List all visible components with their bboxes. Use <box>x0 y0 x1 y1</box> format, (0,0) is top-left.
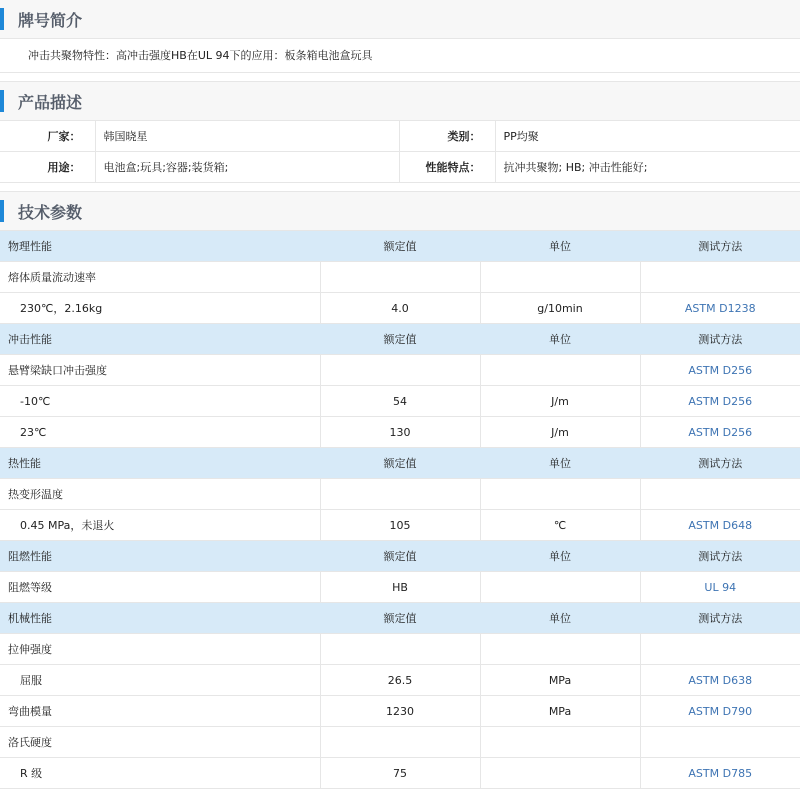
test-method-cell[interactable]: ASTM D256 <box>640 355 800 386</box>
test-method-cell: 测试方法 <box>640 324 800 355</box>
unit-cell <box>480 355 640 386</box>
table-row <box>0 727 800 758</box>
table-row <box>0 355 800 386</box>
table-group-header-row <box>0 448 800 479</box>
unit-cell <box>480 758 640 789</box>
section-title: 牌号简介 <box>18 10 83 30</box>
brand-intro-header <box>0 0 800 39</box>
property-name-cell: 0.45 MPa，未退火 <box>0 510 320 541</box>
desc-value: 韩国晓星 <box>95 121 399 152</box>
table-row <box>0 572 800 603</box>
rated-value-cell: 105 <box>320 510 480 541</box>
brand-intro-text: 冲击共聚物特性：高冲击强度HB在UL 94下的应用：板条箱电池盒玩具 <box>0 39 800 73</box>
property-name-cell: 热性能 <box>0 448 320 479</box>
property-name-cell: 洛氏硬度 <box>0 727 320 758</box>
rated-value-cell: 额定值 <box>320 448 480 479</box>
desc-value: 电池盒;玩具;容器;装货箱; <box>95 152 399 183</box>
table-row <box>0 262 800 293</box>
test-method-cell: 测试方法 <box>640 448 800 479</box>
property-name-cell: 物理性能 <box>0 231 320 262</box>
rated-value-cell: 额定值 <box>320 324 480 355</box>
desc-key: 用途： <box>0 152 95 183</box>
table-row <box>0 665 800 696</box>
unit-cell: g/10min <box>480 293 640 324</box>
section-accent-bar <box>0 90 4 112</box>
test-method-cell <box>640 727 800 758</box>
desc-key: 厂家： <box>0 121 95 152</box>
table-group-header-row <box>0 541 800 572</box>
desc-row <box>0 152 800 183</box>
product-desc-section <box>0 81 800 183</box>
unit-cell: 单位 <box>480 324 640 355</box>
table-group-header-row <box>0 603 800 634</box>
unit-cell: J/m <box>480 386 640 417</box>
test-method-cell[interactable]: ASTM D790 <box>640 696 800 727</box>
section-accent-bar <box>0 200 4 222</box>
property-name-cell: 230℃，2.16kg <box>0 293 320 324</box>
table-row <box>0 758 800 789</box>
tech-params-section <box>0 191 800 789</box>
desc-key: 性能特点： <box>399 152 495 183</box>
property-name-cell: 拉伸强度 <box>0 634 320 665</box>
property-name-cell: 熔体质量流动速率 <box>0 262 320 293</box>
rated-value-cell: 130 <box>320 417 480 448</box>
unit-cell <box>480 572 640 603</box>
property-name-cell: R 级 <box>0 758 320 789</box>
test-method-cell[interactable]: ASTM D785 <box>640 758 800 789</box>
unit-cell: MPa <box>480 665 640 696</box>
test-method-cell: 测试方法 <box>640 231 800 262</box>
test-method-cell[interactable]: ASTM D256 <box>640 417 800 448</box>
table-group-header-row <box>0 324 800 355</box>
rated-value-cell: 额定值 <box>320 541 480 572</box>
unit-cell: ℃ <box>480 510 640 541</box>
property-name-cell: 阻燃性能 <box>0 541 320 572</box>
product-desc-table <box>0 121 800 183</box>
property-name-cell: 热变形温度 <box>0 479 320 510</box>
test-method-cell[interactable]: ASTM D648 <box>640 510 800 541</box>
section-title: 产品描述 <box>18 92 83 112</box>
rated-value-cell: 26.5 <box>320 665 480 696</box>
rated-value-cell: 额定值 <box>320 231 480 262</box>
rated-value-cell: 1230 <box>320 696 480 727</box>
rated-value-cell: 4.0 <box>320 293 480 324</box>
rated-value-cell: 额定值 <box>320 603 480 634</box>
rated-value-cell <box>320 355 480 386</box>
rated-value-cell: HB <box>320 572 480 603</box>
property-name-cell: 冲击性能 <box>0 324 320 355</box>
brand-intro-section <box>0 0 800 73</box>
table-row <box>0 479 800 510</box>
unit-cell: 单位 <box>480 448 640 479</box>
test-method-cell <box>640 479 800 510</box>
property-name-cell: 23℃ <box>0 417 320 448</box>
property-name-cell: 阻燃等级 <box>0 572 320 603</box>
test-method-cell: 测试方法 <box>640 603 800 634</box>
property-name-cell: -10℃ <box>0 386 320 417</box>
section-accent-bar <box>0 8 4 30</box>
rated-value-cell: 75 <box>320 758 480 789</box>
unit-cell <box>480 479 640 510</box>
property-name-cell: 弯曲模量 <box>0 696 320 727</box>
tech-params-header <box>0 191 800 231</box>
test-method-cell[interactable]: ASTM D1238 <box>640 293 800 324</box>
property-name-cell: 屈服 <box>0 665 320 696</box>
rated-value-cell <box>320 634 480 665</box>
tech-params-table <box>0 231 800 789</box>
unit-cell: 单位 <box>480 541 640 572</box>
test-method-cell[interactable]: UL 94 <box>640 572 800 603</box>
table-row <box>0 634 800 665</box>
product-desc-header <box>0 81 800 121</box>
rated-value-cell <box>320 479 480 510</box>
desc-value: PP均聚 <box>495 121 800 152</box>
table-group-header-row <box>0 231 800 262</box>
table-row <box>0 510 800 541</box>
unit-cell <box>480 262 640 293</box>
table-row <box>0 293 800 324</box>
rated-value-cell <box>320 727 480 758</box>
test-method-cell[interactable]: ASTM D256 <box>640 386 800 417</box>
property-name-cell: 悬臂梁缺口冲击强度 <box>0 355 320 386</box>
table-row <box>0 417 800 448</box>
table-row <box>0 696 800 727</box>
test-method-cell: 测试方法 <box>640 541 800 572</box>
section-title: 技术参数 <box>18 202 83 222</box>
table-row <box>0 386 800 417</box>
property-name-cell: 机械性能 <box>0 603 320 634</box>
test-method-cell[interactable]: ASTM D638 <box>640 665 800 696</box>
unit-cell: 单位 <box>480 231 640 262</box>
test-method-cell <box>640 262 800 293</box>
test-method-cell <box>640 634 800 665</box>
desc-value: 抗冲共聚物; HB; 冲击性能好; <box>495 152 800 183</box>
unit-cell: J/m <box>480 417 640 448</box>
unit-cell: 单位 <box>480 603 640 634</box>
unit-cell: MPa <box>480 696 640 727</box>
rated-value-cell <box>320 262 480 293</box>
desc-key: 类别： <box>399 121 495 152</box>
rated-value-cell: 54 <box>320 386 480 417</box>
desc-row <box>0 121 800 152</box>
unit-cell <box>480 727 640 758</box>
unit-cell <box>480 634 640 665</box>
